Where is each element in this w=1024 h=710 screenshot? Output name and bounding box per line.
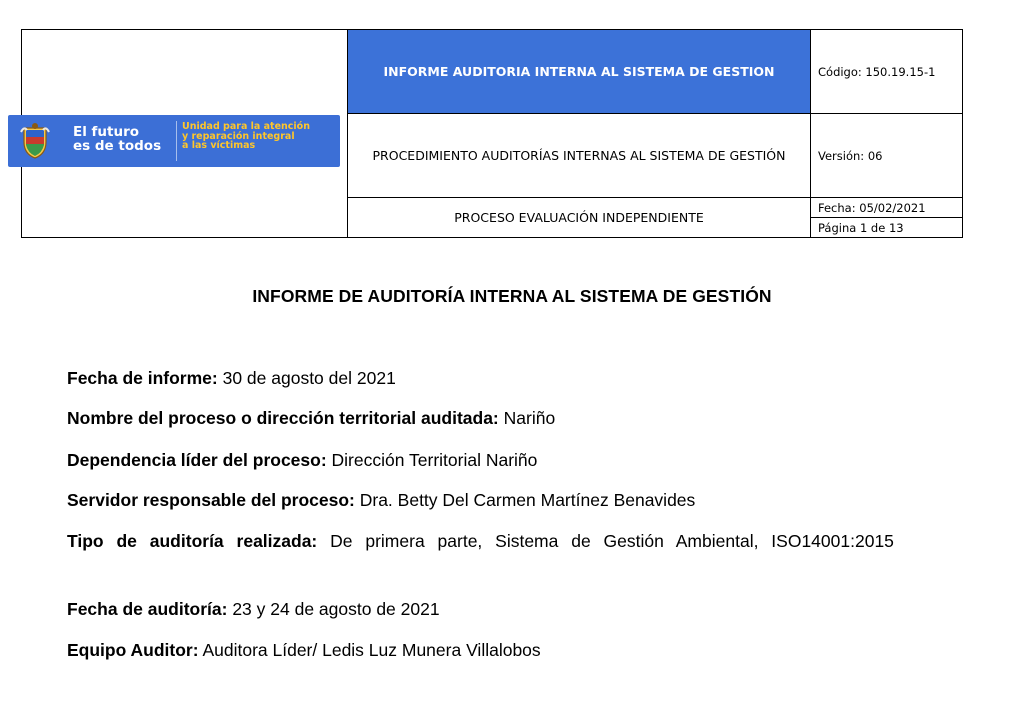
logo-unit-name: Unidad para la atención y reparación integral a las víctimas — [182, 121, 310, 151]
lead-department-field — [67, 450, 537, 471]
field-label: Servidor responsable del proceso: — [67, 490, 355, 510]
audit-type-field — [67, 531, 942, 552]
field-label: Tipo de auditoría realizada: — [67, 531, 318, 551]
logo-divider — [176, 121, 177, 161]
report-banner: INFORME AUDITORIA INTERNA AL SISTEMA DE GESTION — [348, 30, 811, 114]
field-value: De primera parte, Sistema de Gestión Ambiental, ISO14001:2015 — [317, 531, 894, 551]
logo-slogan: El futuro es de todos — [73, 124, 162, 154]
field-label: Dependencia líder del proceso: — [67, 450, 327, 470]
field-label: Equipo Auditor: — [67, 640, 199, 660]
field-label: Nombre del proceso o dirección territorial auditada: — [67, 408, 499, 428]
page-number: Página 1 de 13 — [811, 218, 963, 238]
field-label: Fecha de informe: — [67, 368, 218, 388]
document-date: Fecha: 05/02/2021 — [811, 198, 963, 218]
audit-team-field — [67, 640, 541, 661]
field-value: Auditora Líder/ Ledis Luz Munera Villalobos — [198, 640, 541, 660]
field-value: Nariño — [498, 408, 556, 428]
process-name: PROCESO EVALUACIÓN INDEPENDIENTE — [348, 198, 811, 238]
field-value: Dirección Territorial Nariño — [326, 450, 538, 470]
field-value: Dra. Betty Del Carmen Martínez Benavides — [354, 490, 696, 510]
procedure-name: PROCEDIMIENTO AUDITORÍAS INTERNAS AL SISTEMA DE GESTIÓN — [348, 114, 811, 198]
document-version: Versión: 06 — [811, 114, 963, 198]
document-code: Código: 150.19.15-1 — [811, 30, 963, 114]
coat-of-arms-icon — [20, 122, 50, 160]
field-label: Fecha de auditoría: — [67, 599, 228, 619]
page-title: INFORME DE AUDITORÍA INTERNA AL SISTEMA DE GESTIÓN — [252, 286, 772, 306]
responsible-official-field — [67, 490, 695, 511]
audit-date-field — [67, 599, 440, 620]
report-date-field — [67, 368, 396, 389]
audited-process-field — [67, 408, 555, 429]
field-value: 30 de agosto del 2021 — [217, 368, 396, 388]
field-value: 23 y 24 de agosto de 2021 — [227, 599, 440, 619]
organization-logo — [8, 115, 340, 167]
